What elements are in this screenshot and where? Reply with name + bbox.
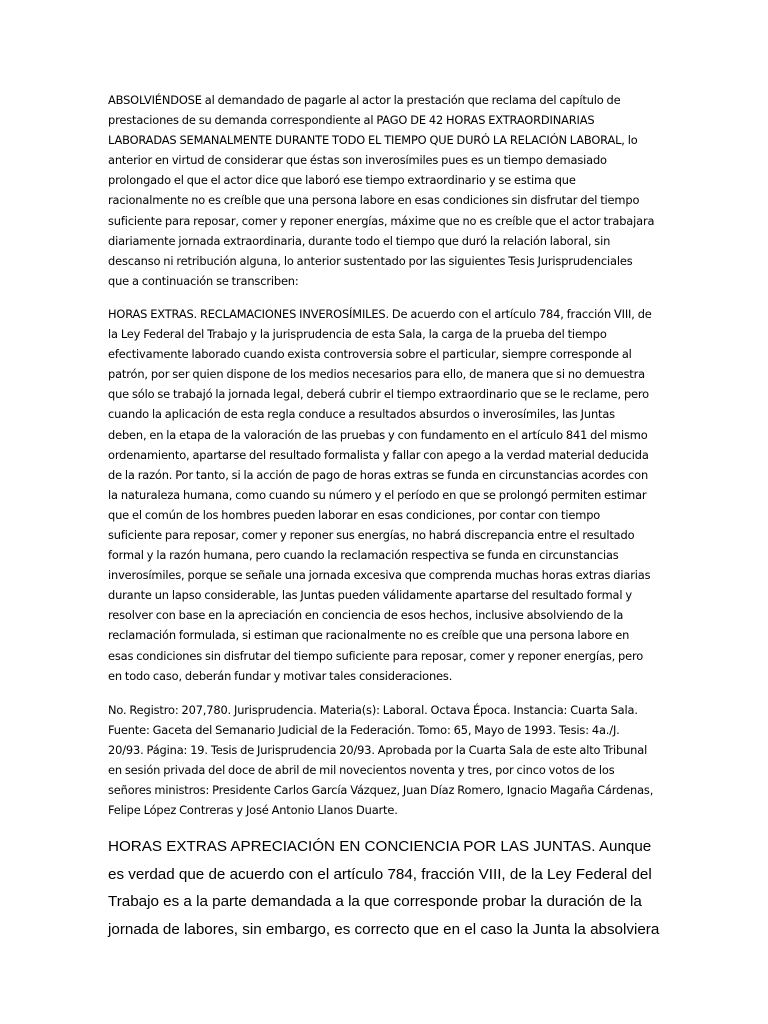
text-line: diariamente jornada extraordinaria, durante todo el tiempo que duró la relación laboral, sin — [108, 233, 611, 248]
text-line: inverosímiles, porque se señale una jornada excesiva que comprenda muchas horas extras diarias — [108, 568, 651, 583]
text-line: que sólo se trabajó la jornada legal, deberá cubrir el tiempo extraordinario que se le reclame, pero — [108, 387, 649, 402]
text-line: Felipe López Contreras y José Antonio Llanos Duarte. — [108, 803, 398, 818]
text-line: racionalmente no es creíble que una persona labore en esas condiciones sin disfrutar del tiempo — [108, 193, 640, 208]
text-line: jornada de labores, sin embargo, es correcto que en el caso la Junta la absolviera — [108, 920, 660, 938]
text-line: deben, en la etapa de la valoración de las pruebas y con fundamento en el artículo 841 del mismo — [108, 427, 648, 442]
text-line: suficiente para reposar, comer y reponer sus energías, no habrá discrepancia entre el resultado — [108, 527, 635, 542]
text-line: Trabajo es a la parte demandada a la que corresponde probar la duración de la — [108, 893, 642, 911]
text-line: en sesión privada del doce de abril de mil novecientos noventa y tres, por cinco votos de los — [108, 763, 615, 777]
text-line: la naturaleza humana, como cuando su número y el período en que se prolongó permiten estimar — [108, 487, 647, 502]
text-line: LABORADAS SEMANALMENTE DURANTE TODO EL TIEMPO QUE DURÓ LA RELACIÓN LABORAL, lo — [108, 133, 638, 148]
text-line: esas condiciones sin disfrutar del tiempo suficiente para reposar, comer y reponer energías, pero — [108, 648, 644, 663]
text-line: 20/93. Página: 19. Tesis de Jurisprudencia 20/93. Aprobada por la Cuarta Sala de este alto Tribunal — [108, 742, 648, 757]
text-line: resolver con base en la apreciación en conciencia de esos hechos, inclusive absolviendo de la — [108, 608, 624, 623]
paragraph-registry-citation — [108, 700, 663, 821]
text-line: suficiente para reposar, comer y reponer energías, máxime que no es creíble que el actor trabajara — [108, 213, 655, 228]
text-line: ordenamiento, apartarse del resultado formalista y fallar con apego a la verdad material deducida — [108, 447, 649, 462]
text-line: prestaciones de su demanda correspondiente al PAGO DE 42 HORAS EXTRAORDINARIAS — [108, 113, 595, 128]
text-line: que a continuación se transcriben: — [108, 273, 299, 288]
text-line: prolongado el que el actor dice que laboró ese tiempo extraordinario y se estima que — [108, 173, 576, 188]
text-line: durante un lapso considerable, las Juntas pueden válidamente apartarse del resultado formal y — [108, 588, 632, 603]
text-line: es verdad que de acuerdo con el artículo 784, fracción VIII, de la Ley Federal del — [108, 865, 652, 883]
text-line: HORAS EXTRAS. RECLAMACIONES INVEROSÍMILES. De acuerdo con el artículo 784, fracción VIII, de — [108, 306, 652, 321]
text-line: que el común de los hombres pueden laborar en esas condiciones, por contar con tiempo — [108, 507, 601, 522]
text-line: Fuente: Gaceta del Semanario Judicial de la Federación. Tomo: 65, Mayo de 1993. Tesis: 4a./J. — [108, 722, 620, 737]
text-line: ABSOLVIÉNDOSE al demandado de pagarle al actor la prestación que reclama del capítulo de — [108, 93, 621, 107]
text-line: cuando la aplicación de esta regla conduce a resultados absurdos o inverosímiles, las Juntas — [108, 407, 615, 422]
text-line: de la razón. Por tanto, si la acción de pago de horas extras se funda en circunstancias acordes con — [108, 467, 649, 482]
text-line: formal y la razón humana, pero cuando la reclamación respectiva se funda en circunstancias — [108, 548, 619, 563]
text-line: señores ministros: Presidente Carlos García Vázquez, Juan Díaz Romero, Ignacio Magaña Cárdenas, — [108, 783, 654, 798]
text-line: HORAS EXTRAS APRECIACIÓN EN CONCIENCIA POR LAS JUNTAS. Aunque — [108, 838, 652, 856]
text-line: No. Registro: 207,780. Jurisprudencia. Materia(s): Laboral. Octava Época. Instancia: Cuarta Sala. — [108, 702, 638, 717]
text-line: descanso ni retribución alguna, lo anterior sustentado por las siguientes Tesis Jurisprudenciales — [108, 253, 633, 268]
text-line: anterior en virtud de considerar que éstas son inverosímiles pues es un tiempo demasiado — [108, 153, 607, 168]
text-line: efectivamente laborado cuando exista controversia sobre el particular, siempre corresponde al — [108, 347, 632, 362]
paragraph-overtime-appreciation — [108, 833, 663, 943]
paragraph-jurisprudence-thesis — [108, 304, 663, 686]
paragraph-resolution — [108, 90, 663, 291]
text-line: reclamación formulada, si estiman que racionalmente no es creíble que una persona labore en — [108, 628, 630, 643]
document-page — [108, 90, 663, 943]
text-line: la Ley Federal del Trabajo y la jurisprudencia de esta Sala, la carga de la prueba del tiempo — [108, 327, 607, 342]
text-line: en todo caso, deberán fundar y motivar tales consideraciones. — [108, 668, 453, 683]
text-line: patrón, por ser quien dispone de los medios necesarios para ello, de manera que si no demuestra — [108, 367, 645, 382]
